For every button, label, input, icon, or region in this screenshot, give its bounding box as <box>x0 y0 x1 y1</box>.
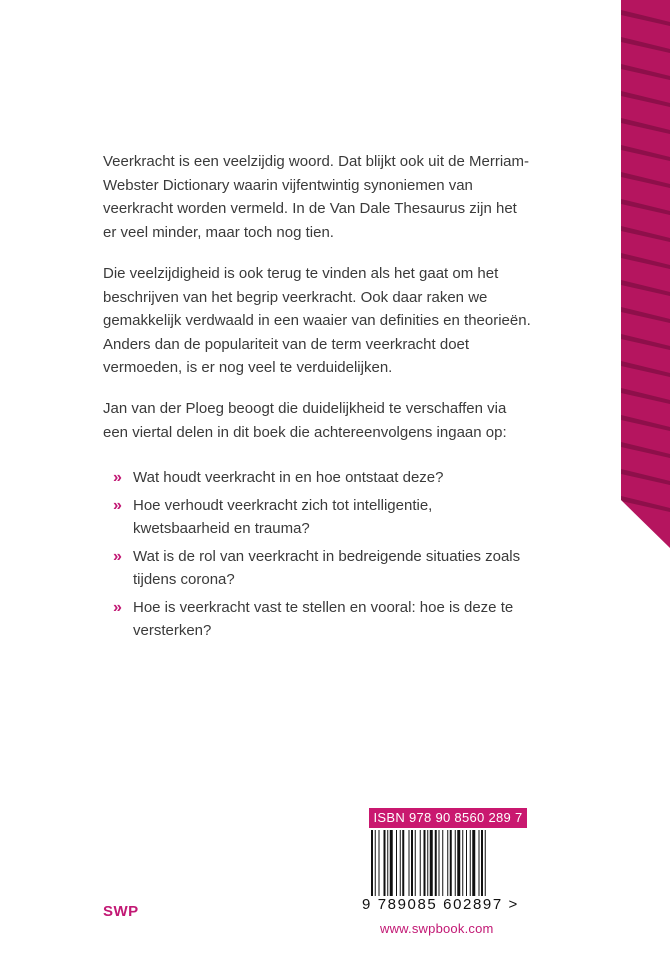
barcode-bar <box>439 830 440 896</box>
barcode-bar <box>447 830 448 896</box>
barcode-bar <box>442 830 443 896</box>
list-item <box>103 596 533 643</box>
chevron-right-icon: » <box>113 469 122 486</box>
barcode-bar <box>427 830 428 896</box>
barcode-bar <box>390 830 393 896</box>
barcode-bar <box>411 830 413 896</box>
barcode-bar <box>400 830 401 896</box>
isbn-label: ISBN 978 90 8560 289 7 <box>369 808 527 828</box>
barcode-bar <box>479 830 480 896</box>
barcode-bar <box>375 830 376 896</box>
barcode-bar <box>424 830 426 896</box>
barcode-bar <box>472 830 475 896</box>
paragraph-intro: Veerkracht is een veelzijdig woord. Dat blijkt ook uit de Merriam-Webster Dictionary waarin vijfentwintig synoniemen van veerkracht worden vermeld. In de Van Dale Thesaurus zijn het er veel minder, maar toch nog tien. <box>103 153 530 241</box>
decorative-ribbon <box>621 0 670 548</box>
list-item <box>103 545 533 592</box>
barcode-bar <box>485 830 486 896</box>
chevron-right-icon: » <box>113 598 122 616</box>
publisher-logo: SWP <box>103 903 139 920</box>
barcode-icon <box>369 830 527 900</box>
barcode-bar <box>430 830 433 896</box>
barcode-bar <box>387 830 388 896</box>
chevron-right-icon: » <box>113 547 122 565</box>
list-item-text: Hoe verhoudt veerkracht zich tot intelligentie, kwetsbaarheid en trauma? <box>133 496 433 537</box>
barcode-bar <box>415 830 416 896</box>
barcode-bar <box>435 830 437 896</box>
barcode-bar <box>396 830 397 896</box>
paragraph-author: Jan van der Ploeg beoogt die duidelijkheid te verschaffen via een viertal delen in dit boek die achtereenvolgens ingaan op: <box>103 400 507 441</box>
isbn-digits: 9 789085 602897 > <box>362 896 519 913</box>
list-item-text: Hoe is veerkracht vast te stellen en vooral: hoe is deze te versterken? <box>133 598 514 639</box>
barcode-bar <box>379 830 380 896</box>
barcode-bar <box>455 830 456 896</box>
barcode-bar <box>450 830 452 896</box>
barcode-bar <box>481 830 483 896</box>
barcode-bar <box>420 830 421 896</box>
barcode-bar <box>371 830 373 896</box>
barcode-bar <box>462 830 463 896</box>
barcode-bar <box>402 830 404 896</box>
list-item <box>103 466 533 490</box>
barcode-bar <box>384 830 386 896</box>
list-item <box>103 494 533 541</box>
barcode-bar <box>457 830 460 896</box>
website-url: www.swpbook.com <box>380 921 494 936</box>
barcode-bar <box>409 830 410 896</box>
paragraph-diversity: Die veelzijdigheid is ook terug te vinden als het gaat om het beschrijven van het begrip veerkracht. Ook daar raken we gemakkelijk verdwaald in een waaier van definities en theorieën. Anders dan de populariteit van de term veerkracht doet vermoeden, is er nog veel te verduidelijken. <box>103 265 531 376</box>
chevron-right-icon: » <box>113 496 122 514</box>
barcode-bar <box>470 830 471 896</box>
list-item-text: Wat houdt veerkracht in en hoe ontstaat deze? <box>133 469 444 486</box>
barcode-bar <box>466 830 467 896</box>
topics-list <box>103 466 533 643</box>
list-item-text: Wat is de rol van veerkracht in bedreigende situaties zoals tijdens corona? <box>133 547 521 588</box>
